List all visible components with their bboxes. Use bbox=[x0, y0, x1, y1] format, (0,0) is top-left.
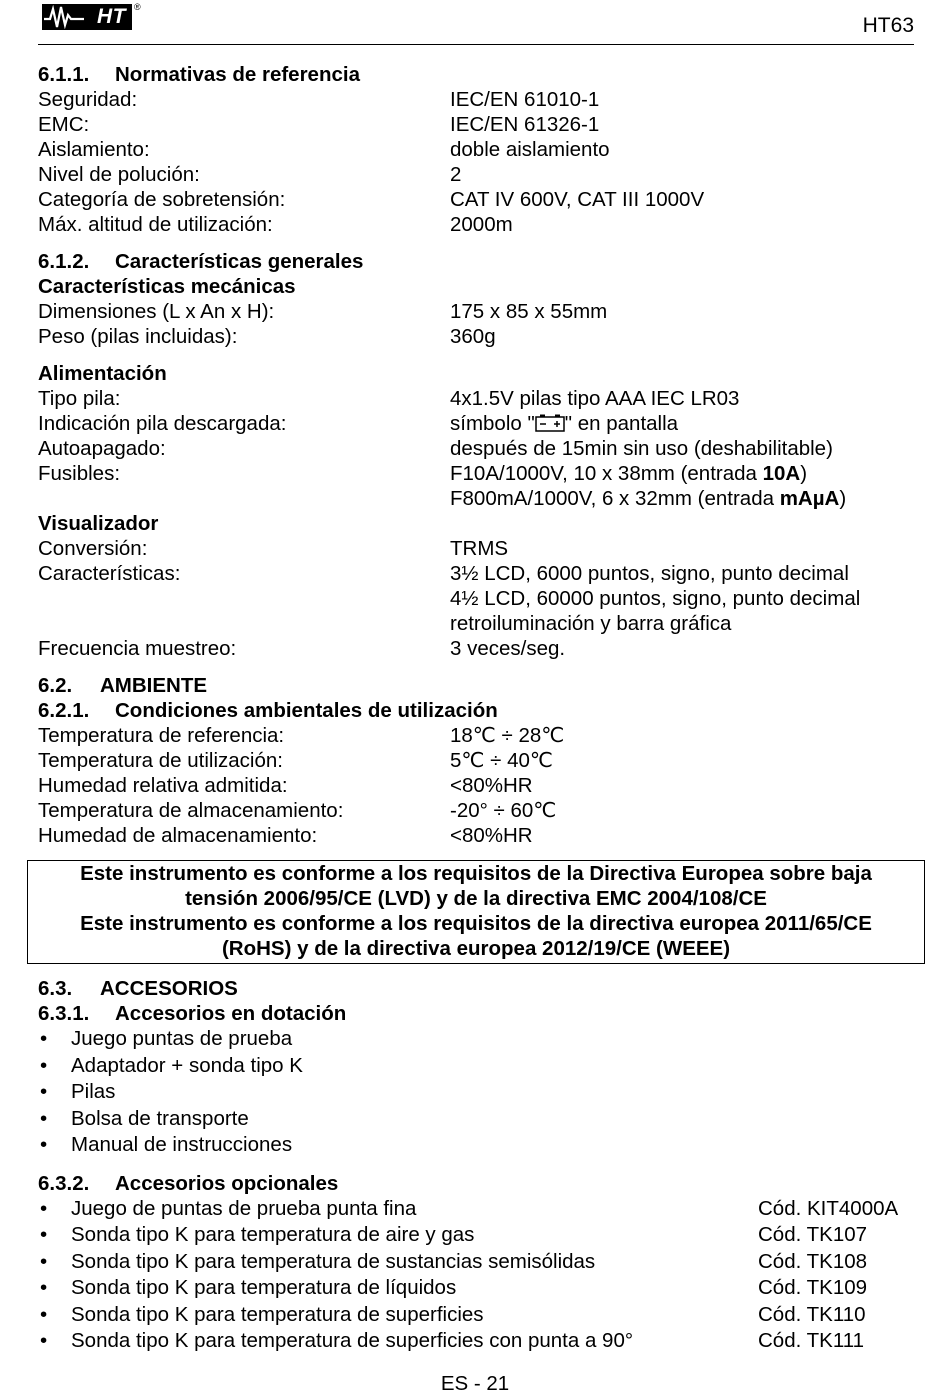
included-accessories-list bbox=[38, 1026, 914, 1159]
spec-row: Temperatura de utilización: 5℃ ÷ 40℃ bbox=[38, 749, 553, 772]
spec-row: 4½ LCD, 60000 puntos, signo, punto decimal bbox=[450, 587, 861, 610]
spec-row: Frecuencia muestreo: 3 veces/seg. bbox=[38, 637, 566, 660]
spec-row: F800mA/1000V, 6 x 32mm (entrada mAµA) bbox=[450, 487, 847, 510]
section-heading-6-2-1: 6.2.1. Condiciones ambientales de utilización bbox=[38, 699, 498, 722]
page-number: ES - 21 bbox=[440, 1372, 510, 1395]
registered-mark: ® bbox=[134, 2, 141, 12]
spec-row: EMC: IEC/EN 61326-1 bbox=[38, 113, 600, 136]
list-item: • Sonda tipo K para temperatura de líquidos Cód. TK109 bbox=[38, 1275, 914, 1302]
list-item: • Pilas bbox=[38, 1079, 914, 1106]
compliance-notice: Este instrumento es conforme a los requisitos de la Directiva Europea sobre baja tensión 2006/95/CE (LVD) y de la directiva EMC 2004/108/CE Este instrumento es conforme a los requisitos de la directiva europea 2011/65/CE (RoHS) y de la directiva europea 2012/19/CE (WEEE) bbox=[27, 860, 925, 964]
spec-row: Tipo pila: 4x1.5V pilas tipo AAA IEC LR03 bbox=[38, 387, 740, 410]
subheading-mechanical: Características mecánicas bbox=[38, 275, 296, 298]
list-item: • Sonda tipo K para temperatura de aire y gas Cód. TK107 bbox=[38, 1222, 914, 1249]
spec-row: Fusibles: F10A/1000V, 10 x 38mm (entrada 10A) bbox=[38, 462, 808, 485]
subheading-power: Alimentación bbox=[38, 362, 167, 385]
list-item: • Bolsa de transporte bbox=[38, 1106, 914, 1133]
spec-row: Nivel de polución: 2 bbox=[38, 163, 462, 186]
spec-row: Temperatura de almacenamiento: -20° ÷ 60℃ bbox=[38, 799, 557, 822]
page-content bbox=[38, 62, 914, 1355]
optional-accessories-list bbox=[38, 1196, 914, 1355]
section-heading-6-3-2: 6.3.2. Accesorios opcionales bbox=[38, 1171, 339, 1195]
spec-row: Temperatura de referencia: 18℃ ÷ 28℃ bbox=[38, 724, 565, 747]
low-battery-icon bbox=[535, 414, 565, 432]
waveform-icon bbox=[44, 5, 84, 29]
list-item: • Juego puntas de prueba bbox=[38, 1026, 914, 1053]
list-item: • Sonda tipo K para temperatura de superficies Cód. TK110 bbox=[38, 1302, 914, 1329]
model-name: HT63 bbox=[862, 14, 914, 37]
spec-row: Seguridad: IEC/EN 61010-1 bbox=[38, 88, 600, 111]
spec-row: retroiluminación y barra gráfica bbox=[450, 612, 732, 635]
spec-row: Autoapagado: después de 15min sin uso (deshabilitable) bbox=[38, 437, 833, 460]
spec-row: Máx. altitud de utilización: 2000m bbox=[38, 213, 513, 236]
section-heading-6-1-1: 6.1.1. Normativas de referencia bbox=[38, 63, 360, 86]
spec-row: Conversión: TRMS bbox=[38, 537, 509, 560]
list-item: • Sonda tipo K para temperatura de superficies con punta a 90° Cód. TK111 bbox=[38, 1328, 914, 1355]
list-item: • Juego de puntas de prueba punta fina Cód. KIT4000A bbox=[38, 1196, 914, 1223]
logo-text: HT bbox=[97, 5, 126, 28]
ht-logo bbox=[42, 4, 132, 30]
section-heading-6-3: 6.3. ACCESORIOS bbox=[38, 977, 238, 1000]
section-heading-6-3-1: 6.3.1. Accesorios en dotación bbox=[38, 1002, 347, 1025]
list-item: • Adaptador + sonda tipo K bbox=[38, 1053, 914, 1080]
section-heading-6-1-2: 6.1.2. Características generales bbox=[38, 250, 364, 273]
spec-row: Categoría de sobretensión: CAT IV 600V, CAT III 1000V bbox=[38, 188, 705, 211]
spec-row: Aislamiento: doble aislamiento bbox=[38, 138, 610, 161]
page-header bbox=[38, 0, 914, 45]
list-item: • Sonda tipo K para temperatura de sustancias semisólidas Cód. TK108 bbox=[38, 1249, 914, 1276]
subheading-display: Visualizador bbox=[38, 512, 159, 535]
spec-row: Peso (pilas incluidas): 360g bbox=[38, 325, 496, 348]
spec-row: Humedad de almacenamiento: <80%HR bbox=[38, 824, 533, 847]
spec-row: Indicación pila descargada: símbolo " " en pantalla bbox=[38, 412, 679, 435]
section-heading-6-2: 6.2. AMBIENTE bbox=[38, 674, 208, 697]
list-item: • Manual de instrucciones bbox=[38, 1132, 914, 1159]
spec-row: Dimensiones (L x An x H): 175 x 85 x 55mm bbox=[38, 300, 608, 323]
spec-row: Características: 3½ LCD, 6000 puntos, signo, punto decimal bbox=[38, 562, 849, 585]
spec-row: Humedad relativa admitida: <80%HR bbox=[38, 774, 533, 797]
